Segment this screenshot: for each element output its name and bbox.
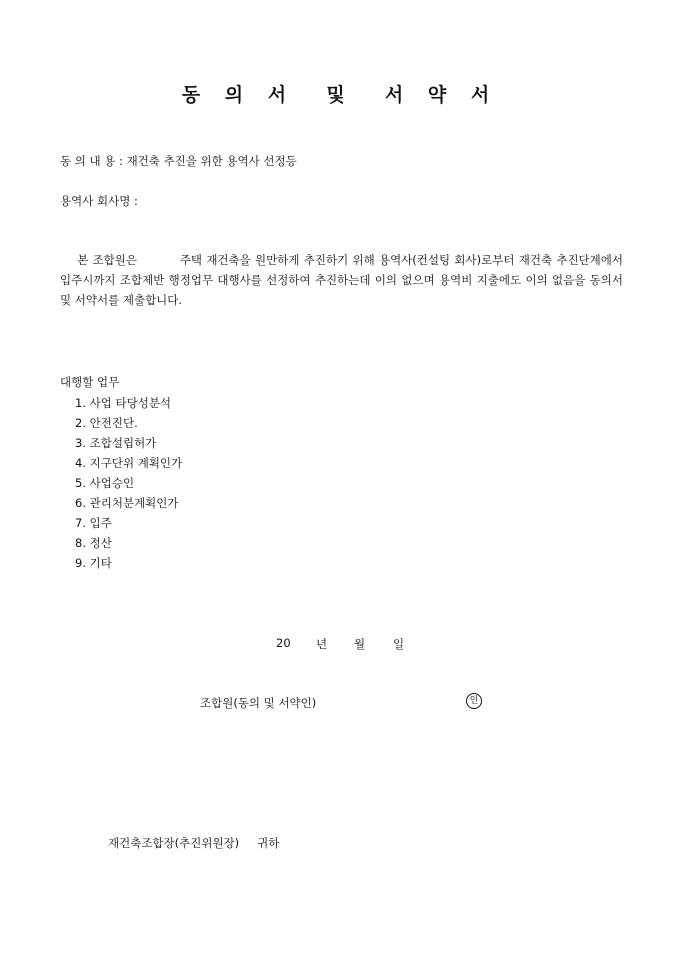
seal-mark: 인: [466, 693, 482, 709]
tasks-heading: 대행할 업무: [60, 375, 120, 389]
task-item: 9. 기타: [75, 556, 112, 570]
purpose-value: 재건축 추진을 위한 용역사 선정등: [126, 154, 297, 168]
date-day-unit: 일: [393, 637, 405, 651]
task-item: 8. 정산: [75, 536, 112, 550]
consent-purpose-line: [60, 153, 297, 169]
consent-body-text: 본 조합원은 주택 재건축을 원만하게 추진하기 위해 용역사(컨설팅 회사)로부터 재건축 추진단계에서 입주시까지 조합제반 행정업무 대행사를 선정하여 추진하는데 이의 없으며 용역비 지출에도 이의 없음을 동의서 및 서약서를 제출합니다.: [60, 253, 627, 307]
date-month-unit: 월: [354, 637, 366, 651]
task-item: 4. 지구단위 계획인가: [75, 456, 183, 470]
task-item: 3. 조합설립허가: [75, 436, 157, 450]
company-label: 용역사 회사명 :: [60, 194, 138, 208]
addressee-honorific: 귀하: [257, 836, 280, 850]
purpose-label: 동 의 내 용 :: [60, 154, 127, 168]
task-list: [75, 393, 182, 573]
task-item: 2. 안전진단.: [75, 416, 138, 430]
date-year-unit: 년: [316, 637, 328, 651]
task-item: 5. 사업승인: [75, 476, 135, 490]
date-year-prefix: 20: [276, 636, 291, 650]
addressee-title: 재건축조합장(추진위원장): [108, 836, 240, 850]
addressee-line: [108, 835, 279, 851]
task-item: 7. 입주: [75, 516, 112, 530]
signer-label: 조합원(동의 및 서약인): [200, 696, 317, 710]
company-name-line: [60, 193, 138, 209]
document-title: 동 의 서 및 서 약 서: [181, 84, 499, 106]
task-item: 6. 관리처분계획인가: [75, 496, 179, 510]
task-item: 1. 사업 타당성분석: [75, 396, 172, 410]
